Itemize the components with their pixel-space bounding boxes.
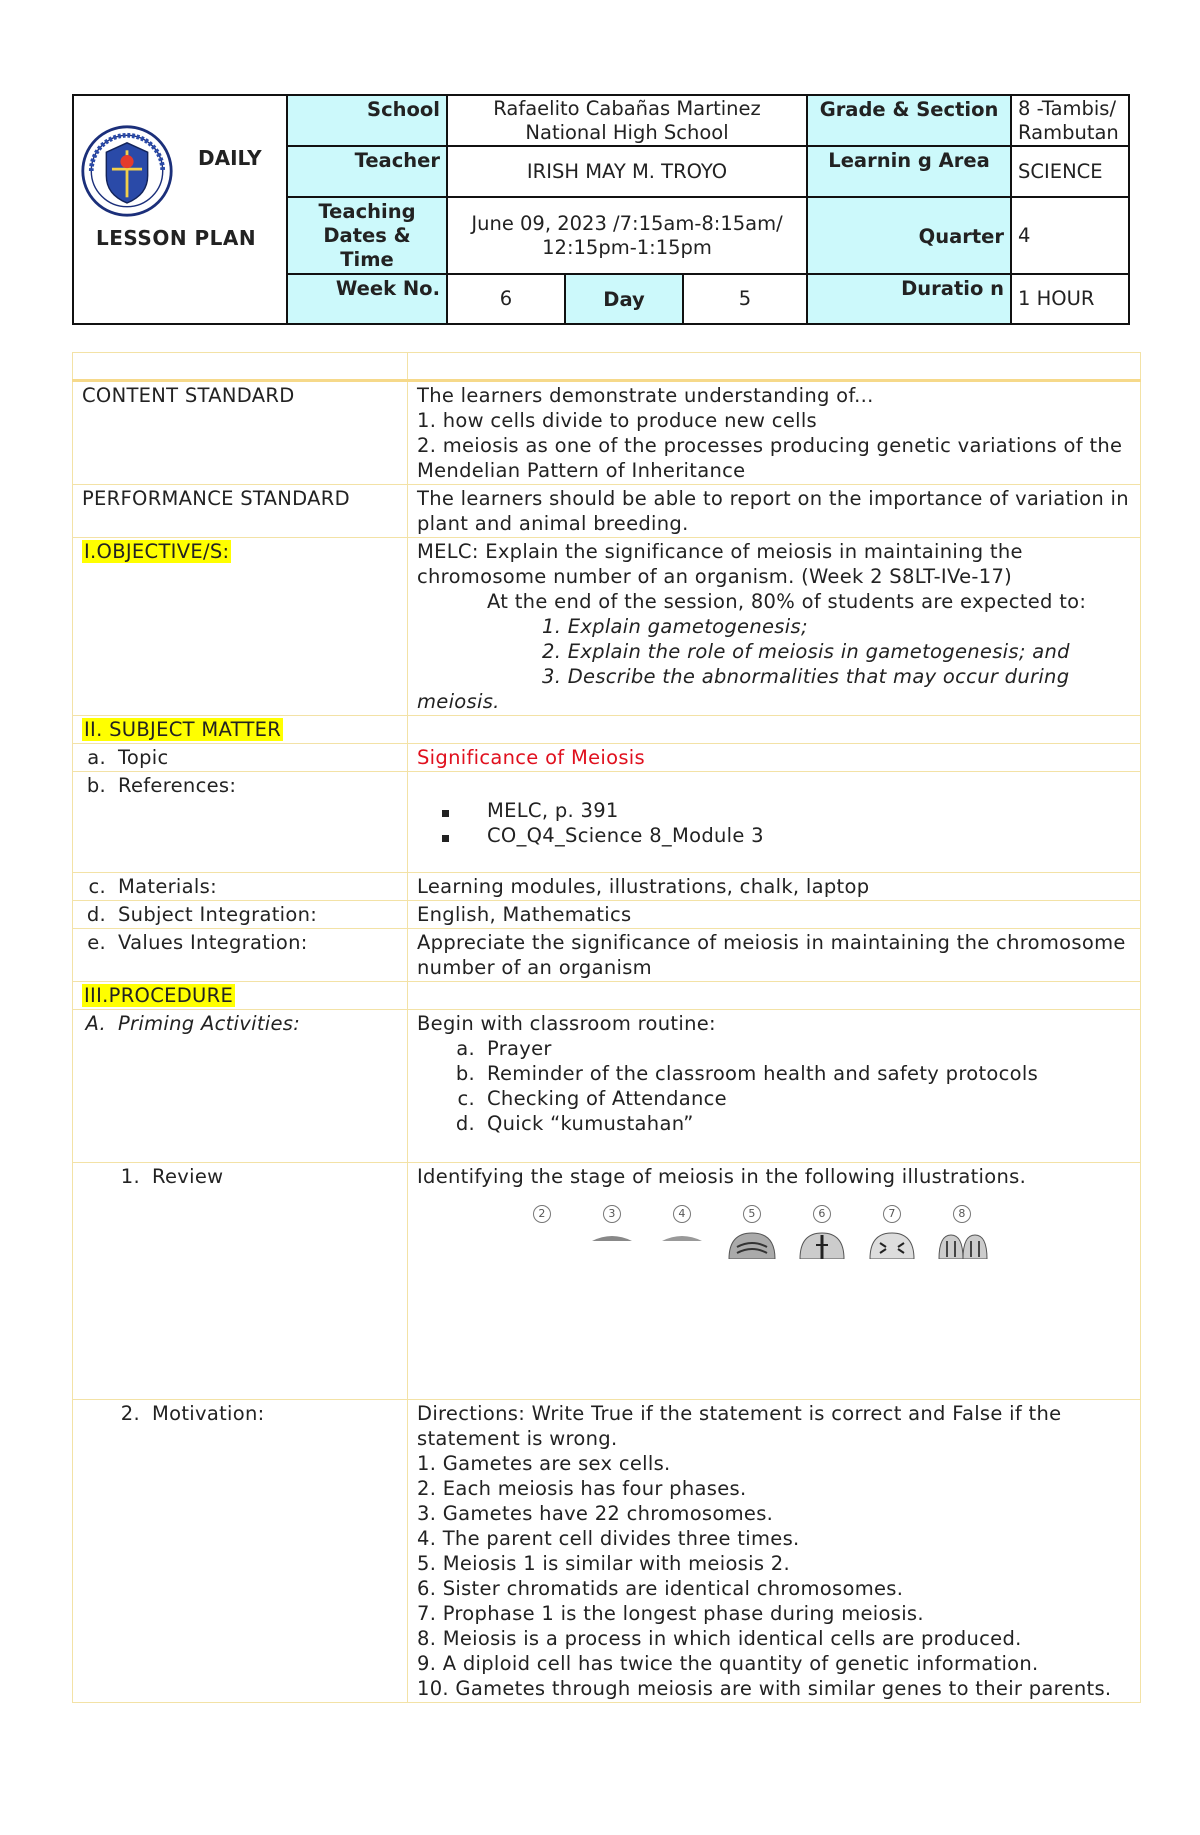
motivation-item: 6. Sister chromatids are identical chromosomes. xyxy=(417,1577,904,1600)
content-standard-line: 1. how cells divide to produce new cells xyxy=(417,409,818,432)
dates-label: Teaching Dates & Time xyxy=(287,197,447,274)
procedure-label-cell xyxy=(73,982,408,1010)
cell-dome-icon xyxy=(660,1231,704,1241)
title-cell xyxy=(73,95,287,324)
review-marker: 1. xyxy=(120,1165,140,1188)
learning-area-label: Learnin g Area xyxy=(807,146,1011,197)
priming-item: Prayer xyxy=(487,1037,552,1060)
school-value: Rafaelito Cabañas Martinez National High School xyxy=(447,95,807,146)
motivation-item: 10. Gametes through meiosis are with similar genes to their parents. xyxy=(417,1677,1112,1700)
objectives-label-cell xyxy=(73,538,408,716)
topic-label: Topic xyxy=(118,746,169,769)
stage-figure xyxy=(867,1205,917,1259)
week-label: Week No. xyxy=(287,274,447,324)
motivation-label: Motivation: xyxy=(152,1402,265,1425)
stage-figure xyxy=(517,1205,567,1223)
priming-marker: A. xyxy=(85,1012,106,1035)
daily-title: DAILY xyxy=(198,146,262,170)
cell-dome-icon xyxy=(590,1231,634,1241)
content-standard-line: The learners demonstrate understanding of... xyxy=(417,384,874,407)
stage-number: 3 xyxy=(603,1205,621,1223)
content-standard-text xyxy=(408,381,1141,485)
stage-figure xyxy=(587,1205,637,1241)
references-label-cell xyxy=(73,772,408,873)
review-label: Review xyxy=(152,1165,224,1188)
values-value: Appreciate the significance of meiosis in maintaining the chromosome number of an organism xyxy=(408,929,1141,982)
priming-item: Reminder of the classroom health and safety protocols xyxy=(487,1062,1039,1085)
procedure-blank xyxy=(408,982,1141,1010)
references-cell xyxy=(408,772,1141,873)
materials-value: Learning modules, illustrations, chalk, laptop xyxy=(408,873,1141,901)
integration-marker: d. xyxy=(86,903,106,926)
meiosis-stages-illustration xyxy=(517,1205,997,1275)
priming-cell xyxy=(408,1010,1141,1163)
grade-value: 8 -Tambis/ Rambutan xyxy=(1011,95,1129,146)
priming-label-cell xyxy=(73,1010,408,1163)
values-marker: e. xyxy=(87,931,106,954)
references-label: References: xyxy=(118,774,237,797)
values-label: Values Integration: xyxy=(118,931,308,954)
review-cell xyxy=(408,1163,1141,1400)
performance-standard-label: PERFORMANCE STANDARD xyxy=(73,485,408,538)
objectives-intro: At the end of the session, 80% of students are expected to: xyxy=(487,590,1087,613)
cell-spindle-icon xyxy=(727,1231,777,1259)
header-table xyxy=(72,94,1130,325)
stage-number: 7 xyxy=(883,1205,901,1223)
motivation-cell xyxy=(408,1400,1141,1703)
objectives-label: I.OBJECTIVE/S: xyxy=(84,540,230,563)
objective-item: 3. Describe the abnormalities that may occur during xyxy=(542,665,1070,688)
materials-marker: c. xyxy=(88,875,106,898)
performance-standard-text: The learners should be able to report on the importance of variation in plant and animal breeding. xyxy=(408,485,1141,538)
priming-label: Priming Activities: xyxy=(118,1012,301,1035)
priming-item: Checking of Attendance xyxy=(487,1087,727,1110)
day-label: Day xyxy=(565,274,683,324)
materials-label-cell xyxy=(73,873,408,901)
blank-cell-right xyxy=(408,353,1141,381)
motivation-item: 8. Meiosis is a process in which identical cells are produced. xyxy=(417,1627,1022,1650)
review-text: Identifying the stage of meiosis in the following illustrations. xyxy=(417,1165,1027,1188)
cell-telophase-icon xyxy=(937,1231,989,1259)
stage-number: 6 xyxy=(813,1205,831,1223)
motivation-item: 3. Gametes have 22 chromosomes. xyxy=(417,1502,774,1525)
references-marker: b. xyxy=(86,774,106,797)
stage-number: 8 xyxy=(953,1205,971,1223)
cell-metaphase-icon xyxy=(798,1231,846,1259)
topic-marker: a. xyxy=(87,746,106,769)
stage-number: 4 xyxy=(673,1205,691,1223)
priming-marker: a. xyxy=(456,1037,475,1060)
values-label-cell xyxy=(73,929,408,982)
grade-label: Grade & Section xyxy=(807,95,1011,146)
subject-matter-blank xyxy=(408,716,1141,744)
quarter-value: 4 xyxy=(1011,197,1129,274)
stage-number: 5 xyxy=(743,1205,761,1223)
motivation-item: 9. A diploid cell has twice the quantity of genetic information. xyxy=(417,1652,1039,1675)
objectives-cell xyxy=(408,538,1141,716)
priming-marker: c. xyxy=(457,1087,475,1110)
stage-figure xyxy=(727,1205,777,1259)
objectives-melc: MELC: Explain the significance of meiosis in maintaining the chromosome number of an organism. (Week 2 S8LT-IVe-17) xyxy=(417,540,1023,588)
objective-item: 2. Explain the role of meiosis in gametogenesis; and xyxy=(542,640,1070,663)
teacher-label: Teacher xyxy=(287,146,447,197)
objective-item: 1. Explain gametogenesis; xyxy=(542,615,808,638)
priming-marker: b. xyxy=(455,1062,475,1085)
motivation-item: 2. Each meiosis has four phases. xyxy=(417,1477,747,1500)
dates-value: June 09, 2023 /7:15am-8:15am/ 12:15pm-1:15pm xyxy=(447,197,807,274)
day-value: 5 xyxy=(683,274,807,324)
priming-marker: d. xyxy=(455,1112,475,1135)
reference-item: MELC, p. 391 xyxy=(487,799,619,822)
integration-label-cell xyxy=(73,901,408,929)
school-label: School xyxy=(287,95,447,146)
cell-anaphase-icon xyxy=(868,1231,916,1259)
procedure-label: III.PROCEDURE xyxy=(84,984,234,1007)
blank-cell-left xyxy=(73,353,408,381)
duration-value: 1 HOUR xyxy=(1011,274,1129,324)
learning-area-value: SCIENCE xyxy=(1011,146,1129,197)
motivation-item: 5. Meiosis 1 is similar with meiosis 2. xyxy=(417,1552,791,1575)
stage-figure xyxy=(797,1205,847,1259)
materials-label: Materials: xyxy=(118,875,217,898)
motivation-marker: 2. xyxy=(120,1402,140,1425)
deped-seal-icon xyxy=(80,124,174,218)
motivation-item: 1. Gametes are sex cells. xyxy=(417,1452,671,1475)
motivation-item: 4. The parent cell divides three times. xyxy=(417,1527,800,1550)
lesson-plan-table xyxy=(72,352,1141,1703)
topic-value: Significance of Meiosis xyxy=(408,744,1141,772)
duration-label: Duratio n xyxy=(807,274,1011,324)
integration-value: English, Mathematics xyxy=(408,901,1141,929)
week-value: 6 xyxy=(447,274,565,324)
content-standard-line: 2. meiosis as one of the processes producing genetic variations of the Mendelian Pattern of Inheritance xyxy=(417,434,1123,482)
objective-item-tail: meiosis. xyxy=(417,690,500,713)
review-label-cell xyxy=(73,1163,408,1400)
motivation-directions: Directions: Write True if the statement is correct and False if the statement is wrong. xyxy=(417,1402,1062,1450)
lesson-plan-title: LESSON PLAN xyxy=(96,226,257,250)
motivation-item: 7. Prophase 1 is the longest phase during meiosis. xyxy=(417,1602,924,1625)
priming-item: Quick “kumustahan” xyxy=(487,1112,694,1135)
subject-matter-label: II. SUBJECT MATTER xyxy=(84,718,282,741)
teacher-value: IRISH MAY M. TROYO xyxy=(447,146,807,197)
bullet-icon xyxy=(442,835,449,842)
topic-label-cell xyxy=(73,744,408,772)
subject-matter-label-cell xyxy=(73,716,408,744)
stage-figure xyxy=(657,1205,707,1241)
priming-intro: Begin with classroom routine: xyxy=(417,1012,716,1035)
integration-label: Subject Integration: xyxy=(118,903,318,926)
motivation-label-cell xyxy=(73,1400,408,1703)
stage-number: 2 xyxy=(533,1205,551,1223)
quarter-label: Quarter xyxy=(807,197,1011,274)
content-standard-label: CONTENT STANDARD xyxy=(73,381,408,485)
bullet-icon xyxy=(442,810,449,817)
stage-figure xyxy=(937,1205,987,1259)
reference-item: CO_Q4_Science 8_Module 3 xyxy=(487,824,764,847)
